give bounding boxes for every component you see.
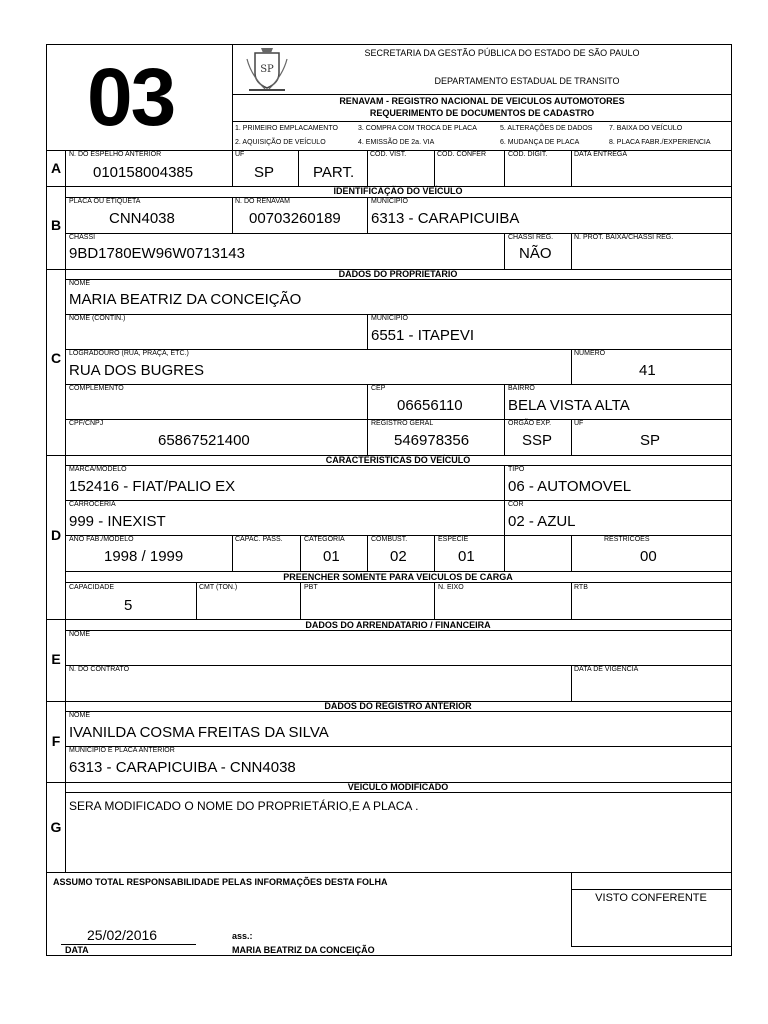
categoria-label: CATEGORIA: [304, 536, 345, 543]
option-5: 5. ALTERAÇÕES DE DADOS: [500, 125, 593, 132]
modificado-text: SERA MODIFICADO O NOME DO PROPRIETÁRIO,E A PLACA .: [69, 799, 419, 813]
nome-prop-label: NOME: [69, 280, 90, 287]
vigencia-label: DATA DE VIGENCIA: [574, 666, 639, 673]
marca-value: 152416 - FIAT/PALIO EX: [69, 478, 236, 495]
restricoes-value: 00: [640, 548, 657, 565]
nome-prop-value: MARIA BEATRIZ DA CONCEIÇÃO: [69, 291, 302, 308]
chassi-label: CHASSI: [69, 234, 96, 241]
especie-label: ESPECIE: [438, 536, 469, 543]
rtb-label: RTB: [574, 584, 588, 591]
cep-value: 06656110: [397, 397, 463, 414]
ano-label: ANO FAB./MODELO: [69, 536, 134, 543]
section-letter-g: G: [50, 819, 62, 835]
requerimento-title: REQUERIMENTO DE DOCUMENTOS DE CADASTRO: [369, 108, 595, 118]
municipio-b-label: MUNICIPIO: [371, 198, 408, 205]
rg-label: REGISTRO GERAL: [371, 420, 434, 427]
capac-label: CAPAC. PASS.: [235, 536, 283, 543]
capacidade-label: CAPACIDADE: [69, 584, 114, 591]
data-entrega-label: DATA ENTREGA: [574, 151, 628, 158]
departamento-title: DEPARTAMENTO ESTADUAL DE TRANSITO: [434, 76, 620, 86]
registro-anterior-title: DADOS DO REGISTRO ANTERIOR: [324, 701, 472, 711]
caracteristicas-title: CARACTERISTICAS DO VEÍCULO: [325, 455, 471, 465]
ant-nome-value: IVANILDA COSMA FREITAS DA SILVA: [69, 724, 329, 741]
document-form: [46, 44, 732, 956]
nome-contin-label: NOME (CONTIN.): [69, 315, 126, 322]
carga-title: PREENCHER SOMENTE PARA VEICULOS DE CARGA: [283, 572, 513, 582]
section-letter-f: F: [51, 733, 61, 749]
option-2: 2. AQUISIÇÃO DE VEÍCULO: [235, 139, 326, 146]
cpf-label: CPF/CNPJ: [69, 420, 104, 427]
carroceria-value: 999 - INEXIST: [69, 513, 166, 530]
uf-c-value: SP: [640, 432, 661, 449]
data-label: DATA: [65, 945, 89, 955]
proprietario-title: DADOS DO PROPRIETARIO: [338, 269, 458, 279]
orgao-value: SSP: [522, 432, 553, 449]
section-letter-d: D: [50, 527, 62, 543]
carroceria-label: CARROCERIA: [69, 501, 116, 508]
section-letter-a: A: [50, 160, 62, 176]
cod-vist-label: COD. VIST.: [370, 151, 407, 158]
uf-value: SP: [254, 164, 275, 181]
orgao-label: ORGÃO EXP.: [508, 420, 552, 427]
responsabilidade-text: ASSUMO TOTAL RESPONSABILIDADE PELAS INFORMAÇÕES DESTA FOLHA: [53, 877, 388, 887]
option-4: 4. EMISSÃO DE 2a. VIA: [358, 139, 435, 146]
categoria-value: 01: [323, 548, 340, 565]
logradouro-label: LOGRADOURO (RUA, PRAÇA, ETC.): [69, 350, 189, 357]
cod-digit-label: COD. DIGIT.: [508, 151, 548, 158]
cmt-label: CMT (TON.): [199, 584, 238, 591]
ano-value: 1998 / 1999: [104, 548, 184, 565]
renavam-value: 00703260189: [249, 210, 341, 227]
uf-label: UF: [235, 151, 245, 158]
municipio-b-value: 6313 - CARAPICUIBA: [371, 210, 520, 227]
section-letter-e: E: [51, 651, 61, 667]
pbt-label: PBT: [304, 584, 318, 591]
renavam-title: RENAVAM - REGISTRO NACIONAL DE VEICULOS AUTOMOTORES: [339, 96, 625, 106]
date-value: 25/02/2016: [87, 927, 158, 943]
option-3: 3. COMPRA COM TROCA DE PLACA: [358, 125, 477, 132]
cor-label: COR: [508, 501, 524, 508]
arrendatario-title: DADOS DO ARRENDATARIO / FINANCEIRA: [305, 620, 491, 630]
seal-text: SP: [260, 64, 274, 75]
complemento-label: COMPLEMENTO: [69, 385, 124, 392]
renavam-label: N. DO RENAVAM: [235, 198, 290, 205]
ant-municipio-value: 6313 - CARAPICUIBA - CNN4038: [69, 759, 296, 776]
placa-value: CNN4038: [109, 210, 175, 227]
cep-label: CEP: [371, 385, 386, 392]
prot-baixa-label: N. PROT. BAIXA/CHASSI REG.: [574, 234, 674, 241]
chassi-reg-label: CHASSI REG.: [508, 234, 554, 241]
restricoes-label: RESTRICOES: [604, 536, 650, 543]
identificacao-title: IDENTIFICAÇÃO DO VEÍCULO: [333, 186, 463, 196]
tipo-value: 06 - AUTOMOVEL: [508, 478, 632, 495]
bairro-label: BAIRRO: [508, 385, 535, 392]
cod-confer-label: COD. CONFER: [437, 151, 486, 158]
municipio-c-label: MUNICIPIO: [371, 315, 408, 322]
cor-value: 02 - AZUL: [508, 513, 576, 530]
arr-nome-label: NOME: [69, 631, 90, 638]
combust-label: COMBUST.: [371, 536, 408, 543]
option-8: 8. PLACA FABR./EXPERIENCIA: [609, 139, 711, 146]
ant-nome-label: NOME: [69, 712, 90, 719]
option-1: 1. PRIMEIRO EMPLACAMENTO: [235, 125, 338, 132]
contrato-label: N. DO CONTRATO: [69, 666, 130, 673]
section-letter-c: C: [50, 350, 62, 366]
ant-municipio-label: MUNICIPIO E PLACA ANTERIOR: [69, 747, 175, 754]
form-number: 03: [87, 52, 175, 143]
capacidade-value: 5: [124, 597, 133, 614]
uf-c-label: UF: [574, 420, 584, 427]
uf-type-value: PART.: [313, 164, 355, 181]
tipo-label: TIPO: [508, 466, 525, 473]
section-letter-b: B: [50, 217, 62, 233]
cpf-value: 65867521400: [158, 432, 250, 449]
secretaria-title: SECRETARIA DA GESTÃO PÚBLICA DO ESTADO DE SÃO PAULO: [364, 48, 640, 58]
option-7: 7. BAIXA DO VEÍCULO: [609, 125, 683, 132]
signer-name: MARIA BEATRIZ DA CONCEIÇÃO: [232, 945, 375, 955]
placa-label: PLACA OU ETIQUETA: [69, 198, 141, 205]
espelho-label: N. DO ESPELHO ANTERIOR: [69, 151, 162, 158]
combust-value: 02: [390, 548, 407, 565]
marca-label: MARCA/MODELO: [69, 466, 127, 473]
eixo-label: N. EIXO: [438, 584, 464, 591]
chassi-reg-value: NÃO: [519, 245, 552, 262]
bairro-value: BELA VISTA ALTA: [508, 397, 630, 414]
rg-value: 546978356: [394, 432, 470, 449]
visto-conferente: VISTO CONFERENTE: [595, 892, 707, 904]
modificado-title: VEICULO MODIFICADO: [347, 782, 449, 792]
chassi-value: 9BD1780EW96W0713143: [69, 245, 245, 262]
ass-label: ass.:: [232, 931, 253, 941]
especie-value: 01: [458, 548, 475, 565]
numero-value: 41: [639, 362, 656, 379]
numero-label: NUMERO: [574, 350, 606, 357]
espelho-value: 010158004385: [93, 164, 194, 181]
option-6: 6. MUDANÇA DE PLACA: [500, 139, 580, 146]
logradouro-value: RUA DOS BUGRES: [69, 362, 205, 379]
municipio-c-value: 6551 - ITAPEVI: [371, 327, 475, 344]
